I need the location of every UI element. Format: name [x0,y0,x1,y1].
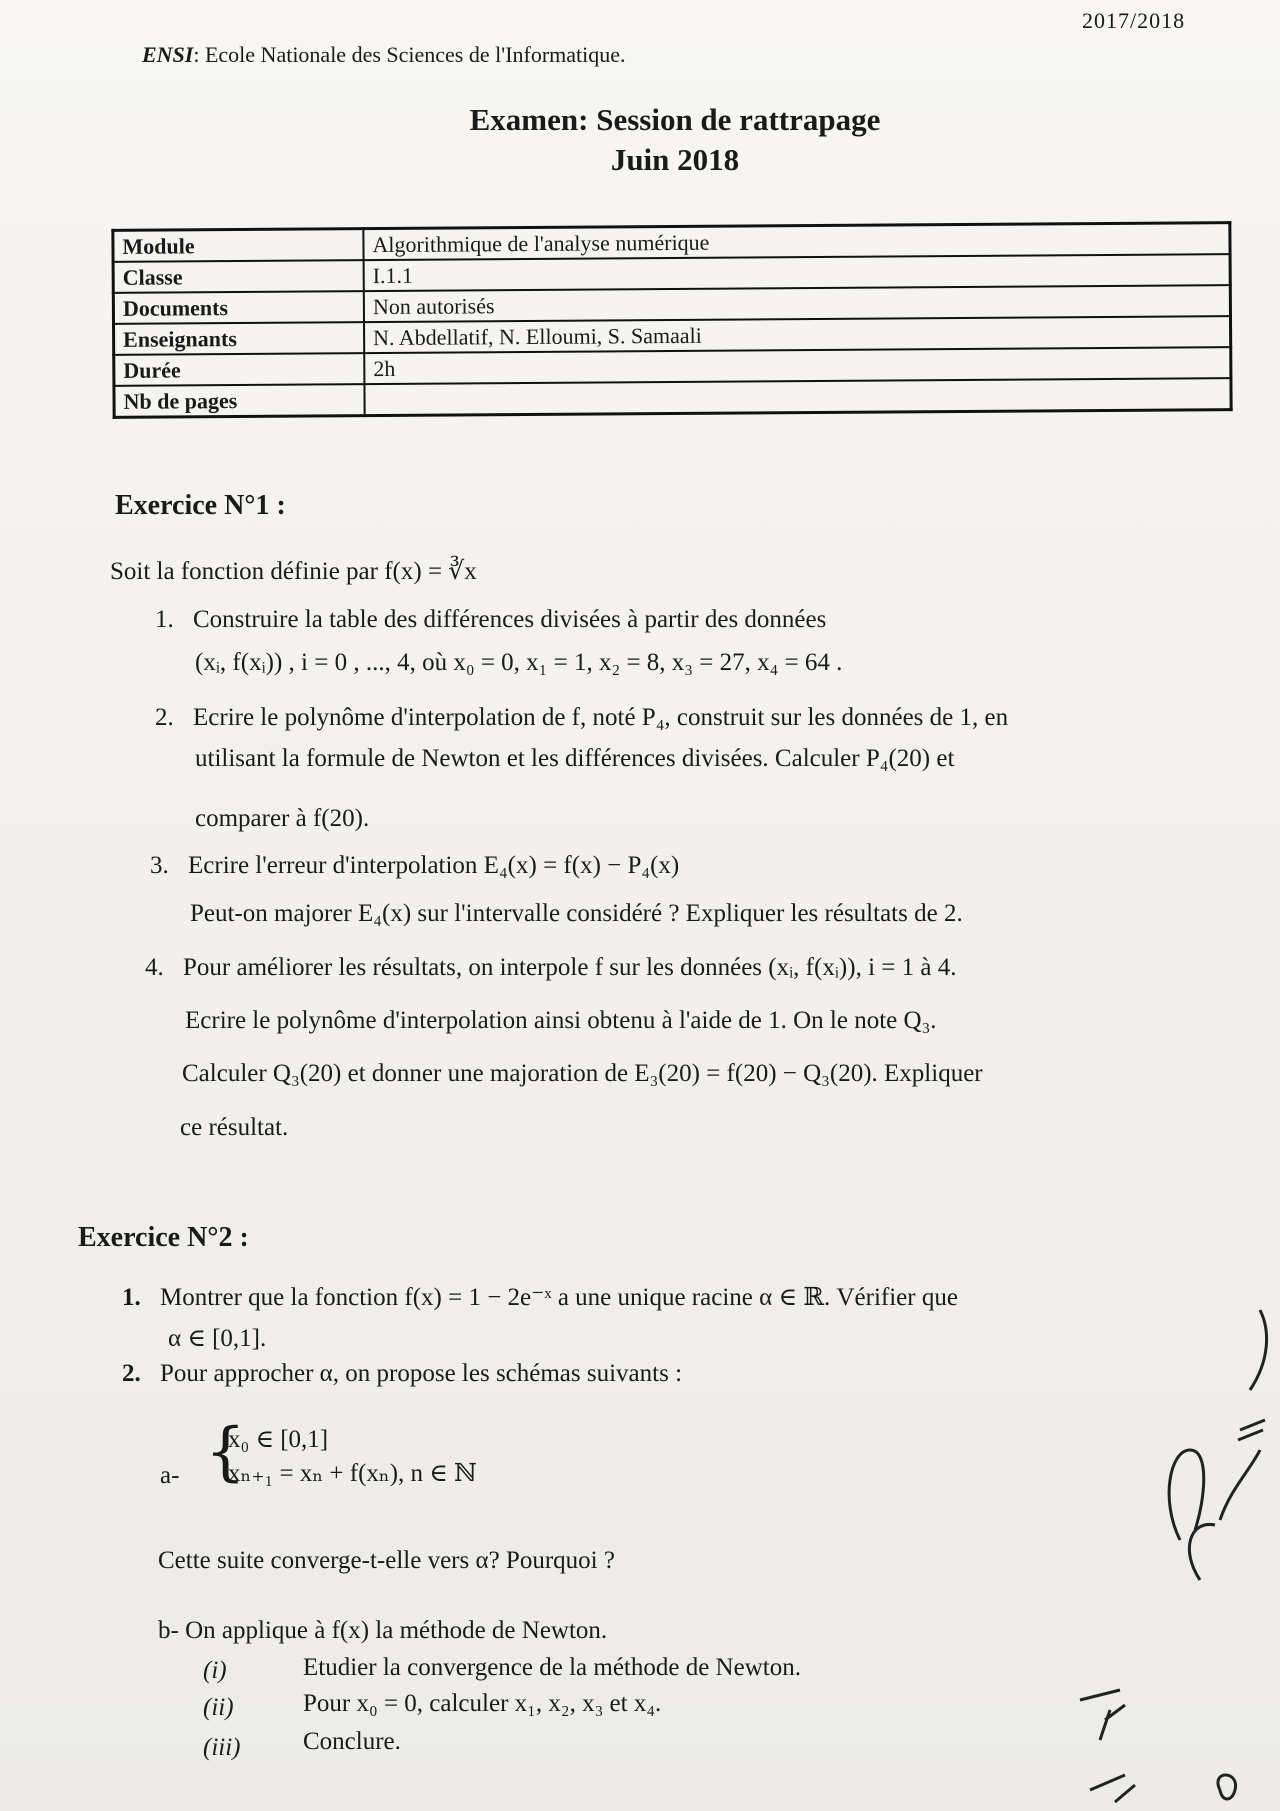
question-number: 4. [145,954,164,981]
question-number: 1. [155,606,174,633]
ex1-q1-line1: Construire la table des différences divisées à partir des données [193,606,827,633]
question-number: 2. [155,704,174,731]
row-value [364,378,1231,416]
ex2-a-question: Cette suite converge-t-elle vers α? Pourquoi ? [158,1547,615,1574]
school-header [142,42,626,68]
exercise-2-title: Exercice N°2 : [78,1222,249,1253]
row-value: Algorithmique de l'analyse numérique [363,223,1230,261]
ex1-q3-line2: Peut-on majorer E₄(x) sur l'intervalle considéré ? Expliquer les résultats de 2. [190,900,963,927]
ex1-q4-line3: Calculer Q₃(20) et donner une majoration de E₃(20) = f(20) − Q₃(20). Expliquer [182,1060,983,1087]
table-row [114,378,1231,417]
ex1-q4-line4: ce résultat. [180,1114,289,1141]
brace-icon: { [205,1415,246,1489]
academic-year: 2017/2018 [1082,8,1186,33]
ex1-q4 [145,952,956,984]
info-table [111,221,1232,419]
row-value: I.1.1 [364,254,1231,291]
ex1-q2-line2: utilisant la formule de Newton et les différences divisées. Calculer P₄(20) et [195,745,955,772]
ex2-b [158,1615,607,1647]
ex2-b-line: On applique à f(x) la méthode de Newton. [185,1617,608,1644]
ex1-q2-line3: comparer à f(20). [195,805,370,832]
school-abbr: ENSI [142,42,194,67]
ex2-a-sys1: x₀ ∈ [0,1] [228,1426,329,1453]
row-label: Module [113,229,364,262]
exam-title-line1: Examen: Session de rattrapage [469,102,881,137]
ex1-q4-line2: Ecrire le polynôme d'interpolation ainsi obtenu à l'aide de 1. On le note Q₃. [185,1007,937,1034]
ex2-b-iii: Conclure. [303,1728,401,1755]
exercise-1-title: Exercice N°1 : [115,490,286,521]
question-number: 3. [150,852,169,879]
row-value: 2h [364,347,1231,384]
row-value: N. Abdellatif, N. Elloumi, S. Samaali [364,316,1231,353]
ex2-a-sys2: xₙ₊₁ = xₙ + f(xₙ), n ∈ ℕ [228,1460,477,1487]
ex1-q2 [155,702,1008,734]
ex2-a-label: a- [160,1462,180,1489]
ex1-intro: Soit la fonction définie par f(x) = ∛x [110,558,477,585]
ex2-q1-line1: Montrer que la fonction f(x) = 1 − 2e⁻ˣ a une unique racine α ∈ ℝ. Vérifier que [160,1284,958,1311]
row-label: Enseignants [114,322,365,355]
ex2-b-i-label: (i) [203,1657,227,1684]
ex1-q1 [155,604,826,636]
ex2-q2 [122,1358,682,1390]
handwritten-scribble [1050,1680,1270,1805]
handwritten-scribble [1120,1300,1280,1600]
ex2-b-label: b- [158,1617,179,1644]
ex2-b-iii-label: (iii) [203,1734,241,1761]
ex1-q2-line1: Ecrire le polynôme d'interpolation de f, noté P₄, construit sur les données de 1, en [193,704,1009,731]
exam-title-line2: Juin 2018 [610,142,740,177]
ex2-b-ii-label: (ii) [203,1694,234,1721]
question-number: 1. [122,1284,141,1311]
question-number: 2. [122,1360,141,1387]
row-label: Documents [113,291,364,324]
exam-title [0,100,1280,180]
row-value: Non autorisés [364,285,1231,322]
ex2-b-i: Etudier la convergence de la méthode de Newton. [303,1654,801,1681]
ex1-q4-line1: Pour améliorer les résultats, on interpole f sur les données (xᵢ, f(xᵢ)), i = 1 à 4. [183,954,957,981]
ex1-q1-line2: (xᵢ, f(xᵢ)) , i = 0 , ..., 4, où x₀ = 0, x₁ = 1, x₂ = 8, x₃ = 27, x₄ = 64 . [195,649,843,676]
ex1-q3-line1: Ecrire l'erreur d'interpolation E₄(x) = f(x) − P₄(x) [188,852,680,879]
row-label: Durée [114,353,365,386]
ex1-q3 [150,850,679,882]
school-name: : Ecole Nationale des Sciences de l'Informatique. [193,42,626,67]
ex2-q2-line1: Pour approcher α, on propose les schémas suivants : [160,1360,683,1387]
row-label: Classe [113,260,364,293]
row-label: Nb de pages [114,384,365,417]
ex2-q1 [122,1282,958,1314]
ex2-q1-line2: α ∈ [0,1]. [168,1325,267,1352]
ex2-b-ii: Pour x₀ = 0, calculer x₁, x₂, x₃ et x₄. [303,1690,662,1717]
